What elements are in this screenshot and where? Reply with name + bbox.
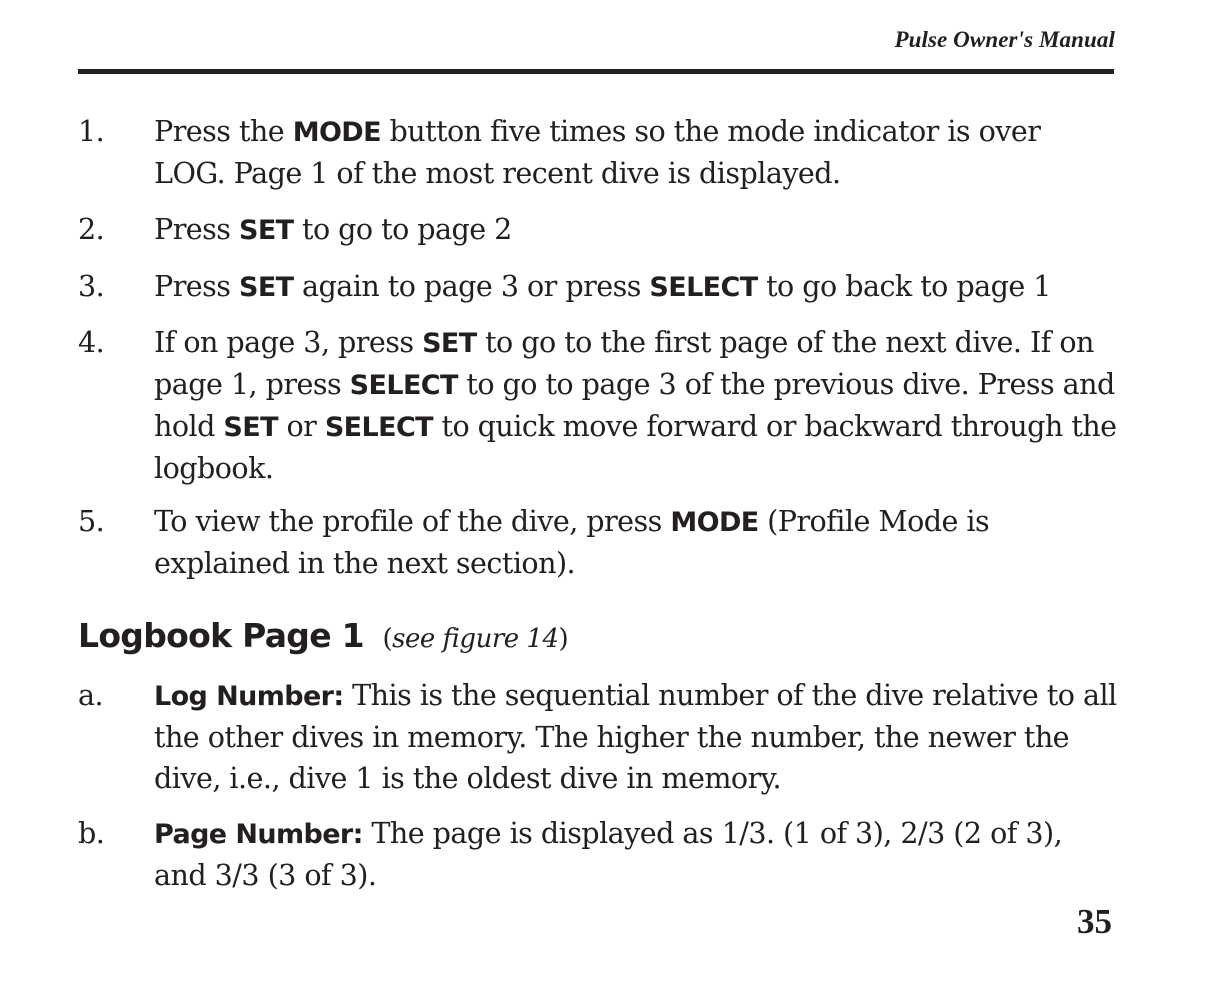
step-text xyxy=(154,322,1118,489)
set-keyword: SET xyxy=(223,412,278,443)
definition-term: Log Number: xyxy=(154,681,344,712)
definition-body: This is the sequential number of the dive relative to all the other dives in memory. The higher the number, the newer the dive, i.e., dive 1 is the oldest dive in memory. xyxy=(154,678,1117,795)
step-item-3 xyxy=(78,266,1118,308)
definition-text xyxy=(154,675,1118,799)
step-text xyxy=(154,501,1118,584)
mode-keyword: MODE xyxy=(292,117,381,148)
definition-item-page-number xyxy=(78,813,1118,896)
definition-body: The page is displayed as 1/3. (1 of 3), 2/3 (2 of 3), and 3/3 (3 of 3). xyxy=(154,816,1063,892)
step-text xyxy=(154,111,1118,194)
set-keyword: SET xyxy=(238,272,294,303)
step-text-run: If on page 3, press xyxy=(154,325,423,359)
definition-text xyxy=(154,813,1118,896)
definition-item-log-number xyxy=(78,675,1118,799)
section-title: Logbook Page 1 xyxy=(78,616,364,655)
definition-marker: a. xyxy=(78,678,104,712)
figure-ref-text: see figure 14 xyxy=(392,624,559,654)
step-text xyxy=(154,209,1118,251)
section-heading xyxy=(78,612,568,663)
step-text-run: button five times so the mode indicator is over LOG. Page 1 of the most recent dive is displayed. xyxy=(154,114,1041,190)
select-keyword: SELECT xyxy=(324,412,433,443)
definition-marker: b. xyxy=(78,816,105,850)
step-text-run: to go to page 2 xyxy=(293,212,512,246)
step-text-run: to go back to page 1 xyxy=(757,269,1051,303)
set-keyword: SET xyxy=(422,328,477,359)
step-marker: 3. xyxy=(78,269,105,303)
step-item-4 xyxy=(78,322,1118,489)
figure-ref-paren: ) xyxy=(558,624,569,654)
header-rule xyxy=(78,69,1114,74)
set-keyword: SET xyxy=(238,215,294,246)
step-text xyxy=(154,266,1118,308)
step-text-run: to quick move forward or backward through the logbook. xyxy=(154,409,1117,485)
step-text-run: to go to the first page of the next dive. If on page 1, press xyxy=(154,325,1094,401)
step-marker: 5. xyxy=(78,504,105,538)
step-text-run: To view the profile of the dive, press xyxy=(154,504,671,538)
step-marker: 2. xyxy=(78,212,105,246)
select-keyword: SELECT xyxy=(649,272,758,303)
step-text-run: to go to page 3 of the previous dive. Press and hold xyxy=(154,367,1115,443)
select-keyword: SELECT xyxy=(349,370,458,401)
mode-keyword: MODE xyxy=(670,507,759,538)
step-text-run: again to page 3 or press xyxy=(293,269,650,303)
figure-ref-paren: ( xyxy=(382,624,393,654)
figure-reference xyxy=(382,624,568,654)
step-item-2 xyxy=(78,209,1118,251)
step-text-run: Press xyxy=(154,269,239,303)
step-item-1 xyxy=(78,111,1118,194)
step-marker: 4. xyxy=(78,325,105,359)
step-text-run: or xyxy=(277,409,325,443)
step-text-run: Press xyxy=(154,212,239,246)
step-marker: 1. xyxy=(78,114,105,148)
definition-term: Page Number: xyxy=(154,819,363,850)
step-text-run: (Profile Mode is explained in the next section). xyxy=(154,504,990,580)
running-head: Pulse Owner's Manual xyxy=(894,27,1115,52)
step-item-5 xyxy=(78,501,1118,584)
step-text-run: Press the xyxy=(154,114,293,148)
page-number: 35 xyxy=(1077,902,1112,941)
